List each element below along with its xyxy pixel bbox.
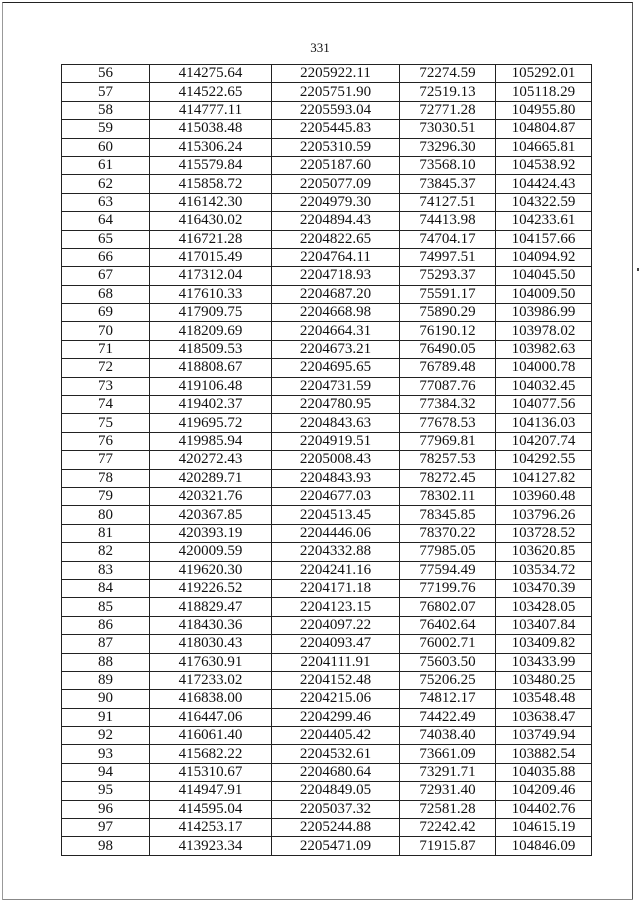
coord-y1-cell: 2205008.43: [272, 451, 400, 469]
table-row: [62, 819, 592, 837]
table-row: [62, 727, 592, 745]
coord-x2-cell: 75603.50: [400, 653, 496, 671]
coord-y2-cell: 104292.55: [496, 451, 592, 469]
coord-x2-cell: 77985.05: [400, 543, 496, 561]
point-number-cell: 94: [62, 763, 150, 781]
coord-y1-cell: 2204764.11: [272, 248, 400, 266]
coord-y2-cell: 103470.39: [496, 579, 592, 597]
coord-x2-cell: 75890.29: [400, 304, 496, 322]
coord-y1-cell: 2204894.43: [272, 212, 400, 230]
coord-y2-cell: 103986.99: [496, 304, 592, 322]
coord-y1-cell: 2204215.06: [272, 690, 400, 708]
table-row: [62, 248, 592, 266]
coord-x1-cell: 417233.02: [150, 671, 272, 689]
coord-x2-cell: 73845.37: [400, 175, 496, 193]
coord-y1-cell: 2204849.05: [272, 782, 400, 800]
page-number: 331: [310, 40, 330, 55]
coord-y1-cell: 2204695.65: [272, 359, 400, 377]
point-number-cell: 72: [62, 359, 150, 377]
table-row: [62, 745, 592, 763]
coord-x2-cell: 74704.17: [400, 230, 496, 248]
coord-y2-cell: 104322.59: [496, 193, 592, 211]
table-row: [62, 120, 592, 138]
coord-y2-cell: 104000.78: [496, 359, 592, 377]
point-number-cell: 60: [62, 138, 150, 156]
table-row: [62, 322, 592, 340]
coord-y2-cell: 105292.01: [496, 65, 592, 83]
coord-y2-cell: 103728.52: [496, 524, 592, 542]
coord-x2-cell: 76789.48: [400, 359, 496, 377]
coord-y1-cell: 2205037.32: [272, 800, 400, 818]
coord-y1-cell: 2204332.88: [272, 543, 400, 561]
coord-x2-cell: 77384.32: [400, 396, 496, 414]
coord-y1-cell: 2205593.04: [272, 101, 400, 119]
coord-x1-cell: 414777.11: [150, 101, 272, 119]
point-number-cell: 86: [62, 616, 150, 634]
coord-y1-cell: 2204532.61: [272, 745, 400, 763]
coord-x1-cell: 420321.76: [150, 487, 272, 505]
coord-x1-cell: 415858.72: [150, 175, 272, 193]
table-row: [62, 561, 592, 579]
coord-y2-cell: 103982.63: [496, 340, 592, 358]
table-row: [62, 65, 592, 83]
coord-y1-cell: 2204843.93: [272, 469, 400, 487]
point-number-cell: 81: [62, 524, 150, 542]
coord-y2-cell: 103638.47: [496, 708, 592, 726]
coord-x2-cell: 74038.40: [400, 727, 496, 745]
point-number-cell: 69: [62, 304, 150, 322]
coord-y1-cell: 2204111.91: [272, 653, 400, 671]
point-number-cell: 70: [62, 322, 150, 340]
point-number-cell: 63: [62, 193, 150, 211]
coord-y2-cell: 105118.29: [496, 83, 592, 101]
point-number-cell: 92: [62, 727, 150, 745]
point-number-cell: 73: [62, 377, 150, 395]
table-row: [62, 267, 592, 285]
coord-y2-cell: 104538.92: [496, 156, 592, 174]
coord-x1-cell: 420367.85: [150, 506, 272, 524]
coord-y2-cell: 104207.74: [496, 432, 592, 450]
coord-x1-cell: 415038.48: [150, 120, 272, 138]
point-number-cell: 96: [62, 800, 150, 818]
coord-y1-cell: 2204731.59: [272, 377, 400, 395]
point-number-cell: 80: [62, 506, 150, 524]
point-number-cell: 93: [62, 745, 150, 763]
coord-y2-cell: 104127.82: [496, 469, 592, 487]
coord-y1-cell: 2205445.83: [272, 120, 400, 138]
coord-y1-cell: 2204979.30: [272, 193, 400, 211]
coord-x2-cell: 77594.49: [400, 561, 496, 579]
point-number-cell: 59: [62, 120, 150, 138]
coord-y1-cell: 2204822.65: [272, 230, 400, 248]
coord-y1-cell: 2204677.03: [272, 487, 400, 505]
point-number-cell: 66: [62, 248, 150, 266]
coord-y1-cell: 2204843.63: [272, 414, 400, 432]
coord-y1-cell: 2205751.90: [272, 83, 400, 101]
coord-y2-cell: 103548.48: [496, 690, 592, 708]
coord-x2-cell: 74422.49: [400, 708, 496, 726]
coord-y2-cell: 104077.56: [496, 396, 592, 414]
point-number-cell: 90: [62, 690, 150, 708]
table-row: [62, 138, 592, 156]
coord-y2-cell: 103433.99: [496, 653, 592, 671]
coord-x1-cell: 414595.04: [150, 800, 272, 818]
coord-y1-cell: 2204405.42: [272, 727, 400, 745]
coord-x1-cell: 420289.71: [150, 469, 272, 487]
coordinates-table-body: [62, 65, 592, 856]
coord-x2-cell: 76402.64: [400, 616, 496, 634]
coord-y2-cell: 103480.25: [496, 671, 592, 689]
coord-y2-cell: 104209.46: [496, 782, 592, 800]
coord-x1-cell: 419985.94: [150, 432, 272, 450]
coord-x1-cell: 414275.64: [150, 65, 272, 83]
coord-y1-cell: 2204093.47: [272, 635, 400, 653]
coord-x1-cell: 417630.91: [150, 653, 272, 671]
table-row: [62, 175, 592, 193]
coord-y2-cell: 104094.92: [496, 248, 592, 266]
coord-x1-cell: 415682.22: [150, 745, 272, 763]
coord-x1-cell: 419226.52: [150, 579, 272, 597]
table-row: [62, 451, 592, 469]
coord-y2-cell: 104032.45: [496, 377, 592, 395]
table-row: [62, 837, 592, 855]
coord-x1-cell: 420393.19: [150, 524, 272, 542]
coord-y2-cell: 104045.50: [496, 267, 592, 285]
table-row: [62, 469, 592, 487]
coord-x1-cell: 417015.49: [150, 248, 272, 266]
coord-y1-cell: 2205310.59: [272, 138, 400, 156]
table-row: [62, 543, 592, 561]
coord-x2-cell: 77087.76: [400, 377, 496, 395]
point-number-cell: 58: [62, 101, 150, 119]
coord-y2-cell: 104424.43: [496, 175, 592, 193]
coord-x2-cell: 73568.10: [400, 156, 496, 174]
point-number-cell: 79: [62, 487, 150, 505]
coord-x2-cell: 72274.59: [400, 65, 496, 83]
coord-x1-cell: 418030.43: [150, 635, 272, 653]
coord-x2-cell: 78272.45: [400, 469, 496, 487]
scan-mark: [637, 268, 639, 271]
coord-x2-cell: 76490.05: [400, 340, 496, 358]
table-row: [62, 156, 592, 174]
coord-y2-cell: 104955.80: [496, 101, 592, 119]
table-row: [62, 690, 592, 708]
coord-y1-cell: 2205471.09: [272, 837, 400, 855]
coord-y2-cell: 103749.94: [496, 727, 592, 745]
coord-x1-cell: 416721.28: [150, 230, 272, 248]
coordinates-table: [61, 64, 592, 856]
coord-x2-cell: 76002.71: [400, 635, 496, 653]
coord-x2-cell: 77678.53: [400, 414, 496, 432]
table-row: [62, 653, 592, 671]
coord-x2-cell: 73291.71: [400, 763, 496, 781]
point-number-cell: 67: [62, 267, 150, 285]
coord-x2-cell: 75206.25: [400, 671, 496, 689]
coord-x2-cell: 72242.42: [400, 819, 496, 837]
table-row: [62, 193, 592, 211]
coord-y2-cell: 103534.72: [496, 561, 592, 579]
coord-x2-cell: 72581.28: [400, 800, 496, 818]
coord-y2-cell: 103978.02: [496, 322, 592, 340]
coord-x2-cell: 74997.51: [400, 248, 496, 266]
coord-x1-cell: 417312.04: [150, 267, 272, 285]
coord-x1-cell: 418808.67: [150, 359, 272, 377]
coord-y1-cell: 2204446.06: [272, 524, 400, 542]
table-row: [62, 506, 592, 524]
coord-x1-cell: 420009.59: [150, 543, 272, 561]
coord-y1-cell: 2204097.22: [272, 616, 400, 634]
point-number-cell: 85: [62, 598, 150, 616]
coord-x2-cell: 77969.81: [400, 432, 496, 450]
coord-x2-cell: 76190.12: [400, 322, 496, 340]
coord-x1-cell: 418829.47: [150, 598, 272, 616]
coord-x2-cell: 72519.13: [400, 83, 496, 101]
point-number-cell: 78: [62, 469, 150, 487]
point-number-cell: 62: [62, 175, 150, 193]
point-number-cell: 77: [62, 451, 150, 469]
coord-y2-cell: 103620.85: [496, 543, 592, 561]
coord-x1-cell: 414253.17: [150, 819, 272, 837]
table-row: [62, 708, 592, 726]
point-number-cell: 87: [62, 635, 150, 653]
coord-y1-cell: 2205077.09: [272, 175, 400, 193]
point-number-cell: 83: [62, 561, 150, 579]
point-number-cell: 84: [62, 579, 150, 597]
coord-y2-cell: 104804.87: [496, 120, 592, 138]
coord-y1-cell: 2204152.48: [272, 671, 400, 689]
point-number-cell: 64: [62, 212, 150, 230]
table-row: [62, 377, 592, 395]
coord-x2-cell: 78370.22: [400, 524, 496, 542]
point-number-cell: 89: [62, 671, 150, 689]
coord-x2-cell: 71915.87: [400, 837, 496, 855]
coord-y2-cell: 104136.03: [496, 414, 592, 432]
coord-x2-cell: 75293.37: [400, 267, 496, 285]
table-row: [62, 616, 592, 634]
table-row: [62, 579, 592, 597]
table-row: [62, 304, 592, 322]
coord-y2-cell: 103409.82: [496, 635, 592, 653]
coord-x2-cell: 78345.85: [400, 506, 496, 524]
coord-x1-cell: 416447.06: [150, 708, 272, 726]
point-number-cell: 75: [62, 414, 150, 432]
point-number-cell: 76: [62, 432, 150, 450]
coord-x1-cell: 416061.40: [150, 727, 272, 745]
coord-y1-cell: 2204241.16: [272, 561, 400, 579]
point-number-cell: 71: [62, 340, 150, 358]
coord-x1-cell: 420272.43: [150, 451, 272, 469]
coord-x2-cell: 78257.53: [400, 451, 496, 469]
coord-y1-cell: 2204680.64: [272, 763, 400, 781]
coord-x1-cell: 414947.91: [150, 782, 272, 800]
coord-x1-cell: 416142.30: [150, 193, 272, 211]
table-row: [62, 340, 592, 358]
coord-y1-cell: 2204780.95: [272, 396, 400, 414]
coord-y1-cell: 2204299.46: [272, 708, 400, 726]
table-row: [62, 432, 592, 450]
coord-x1-cell: 418209.69: [150, 322, 272, 340]
coord-x1-cell: 419402.37: [150, 396, 272, 414]
point-number-cell: 61: [62, 156, 150, 174]
table-row: [62, 782, 592, 800]
point-number-cell: 88: [62, 653, 150, 671]
page-bottom-edge: [3, 899, 633, 900]
coord-y1-cell: 2204171.18: [272, 579, 400, 597]
point-number-cell: 68: [62, 285, 150, 303]
coord-y2-cell: 103882.54: [496, 745, 592, 763]
coord-x1-cell: 413923.34: [150, 837, 272, 855]
coord-x1-cell: 419106.48: [150, 377, 272, 395]
table-row: [62, 414, 592, 432]
table-row: [62, 396, 592, 414]
coord-y1-cell: 2204513.45: [272, 506, 400, 524]
table-row: [62, 101, 592, 119]
table-row: [62, 212, 592, 230]
coord-x1-cell: 418430.36: [150, 616, 272, 634]
point-number-cell: 95: [62, 782, 150, 800]
coord-y2-cell: 103428.05: [496, 598, 592, 616]
coord-x2-cell: 76802.07: [400, 598, 496, 616]
coord-y2-cell: 104402.76: [496, 800, 592, 818]
coord-x2-cell: 73296.30: [400, 138, 496, 156]
point-number-cell: 56: [62, 65, 150, 83]
table-row: [62, 524, 592, 542]
coord-y2-cell: 103796.26: [496, 506, 592, 524]
coord-x1-cell: 417610.33: [150, 285, 272, 303]
coord-x1-cell: 419620.30: [150, 561, 272, 579]
coord-x1-cell: 417909.75: [150, 304, 272, 322]
point-number-cell: 98: [62, 837, 150, 855]
table-row: [62, 635, 592, 653]
coord-y1-cell: 2204673.21: [272, 340, 400, 358]
coord-x1-cell: 416430.02: [150, 212, 272, 230]
table-row: [62, 230, 592, 248]
coord-x2-cell: 74127.51: [400, 193, 496, 211]
coord-y2-cell: 104665.81: [496, 138, 592, 156]
point-number-cell: 57: [62, 83, 150, 101]
coord-y2-cell: 103960.48: [496, 487, 592, 505]
coord-x2-cell: 75591.17: [400, 285, 496, 303]
coord-x1-cell: 419695.72: [150, 414, 272, 432]
coord-x2-cell: 74812.17: [400, 690, 496, 708]
table-row: [62, 763, 592, 781]
coord-y2-cell: 104157.66: [496, 230, 592, 248]
coord-y2-cell: 104009.50: [496, 285, 592, 303]
coord-x1-cell: 415310.67: [150, 763, 272, 781]
coord-y1-cell: 2204123.15: [272, 598, 400, 616]
coord-x1-cell: 418509.53: [150, 340, 272, 358]
coord-y1-cell: 2205244.88: [272, 819, 400, 837]
coord-y1-cell: 2205187.60: [272, 156, 400, 174]
point-number-cell: 82: [62, 543, 150, 561]
point-number-cell: 65: [62, 230, 150, 248]
coord-y1-cell: 2204718.93: [272, 267, 400, 285]
coord-x1-cell: 416838.00: [150, 690, 272, 708]
table-row: [62, 800, 592, 818]
coord-y1-cell: 2204919.51: [272, 432, 400, 450]
table-row: [62, 598, 592, 616]
coord-y2-cell: 104615.19: [496, 819, 592, 837]
coord-y1-cell: 2204668.98: [272, 304, 400, 322]
coord-x1-cell: 414522.65: [150, 83, 272, 101]
point-number-cell: 97: [62, 819, 150, 837]
coord-y1-cell: 2205922.11: [272, 65, 400, 83]
table-row: [62, 83, 592, 101]
coord-x2-cell: 72931.40: [400, 782, 496, 800]
coord-y2-cell: 103407.84: [496, 616, 592, 634]
point-number-cell: 91: [62, 708, 150, 726]
point-number-cell: 74: [62, 396, 150, 414]
coord-x2-cell: 77199.76: [400, 579, 496, 597]
table-row: [62, 487, 592, 505]
coord-y2-cell: 104846.09: [496, 837, 592, 855]
coord-x1-cell: 415306.24: [150, 138, 272, 156]
table-row: [62, 671, 592, 689]
coord-x2-cell: 74413.98: [400, 212, 496, 230]
coord-x2-cell: 78302.11: [400, 487, 496, 505]
table-row: [62, 359, 592, 377]
coord-y1-cell: 2204664.31: [272, 322, 400, 340]
table-row: [62, 285, 592, 303]
coord-y1-cell: 2204687.20: [272, 285, 400, 303]
coord-x2-cell: 73030.51: [400, 120, 496, 138]
coord-x1-cell: 415579.84: [150, 156, 272, 174]
coord-x2-cell: 72771.28: [400, 101, 496, 119]
coord-y2-cell: 104233.61: [496, 212, 592, 230]
coord-x2-cell: 73661.09: [400, 745, 496, 763]
coord-y2-cell: 104035.88: [496, 763, 592, 781]
